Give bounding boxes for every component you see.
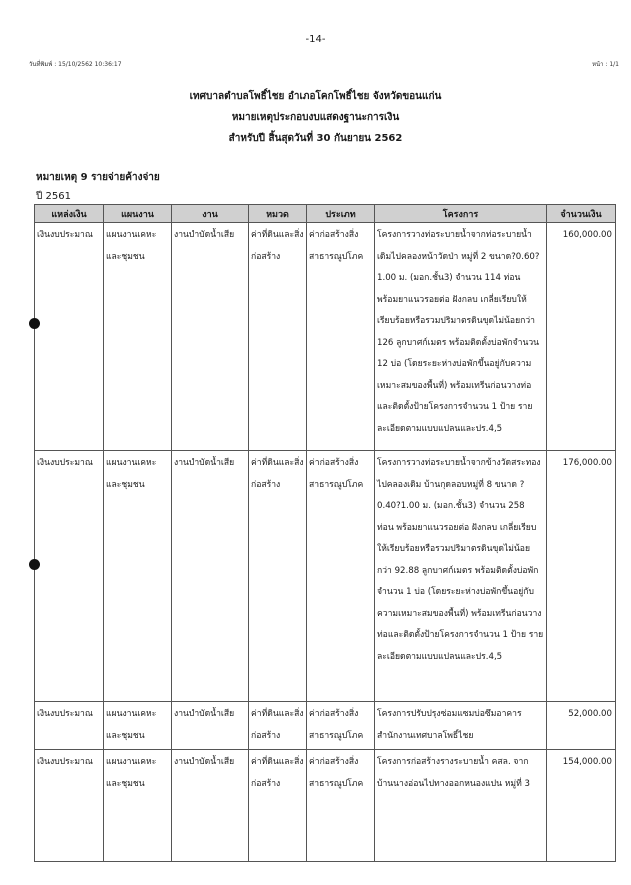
cell-source: เงินงบประมาณ [35,750,104,862]
print-date: วันที่พิมพ์ : 15/10/2562 10:36:17 [29,61,122,68]
cell-plan: แผนงานเคหะและชุมชน [104,702,172,750]
cell-category: ค่าที่ดินและสิ่งก่อสร้าง [249,750,307,862]
cell-work: งานบำบัดน้ำเสีย [172,702,249,750]
col-type: ประเภท [307,205,375,223]
binder-hole-bottom [29,559,40,570]
page-of-label: หน้า : 1/1 [592,61,619,68]
table-row [35,451,616,702]
cell-type: ค่าก่อสร้างสิ่งสาธารณูปโภค [307,702,375,750]
table-header-row [35,205,616,223]
cell-plan: แผนงานเคหะและชุมชน [104,223,172,451]
binder-hole-top [29,318,40,329]
cell-amount: 160,000.00 [547,223,616,451]
cell-project: โครงการวางท่อระบายน้ำจากข้างวัดสระทองไปคลองเดิม บ้านกุดลอบหมู่ที่ 8 ขนาด ? 0.40?1.00 ม. (มอก.ชั้น3) จำนวน 258 ท่อน พร้อมยาแนวรอยต่อ ฝังกลบ เกลี่ยเรียบให้เรียบร้อยหรือรวมปริมาตรดินขุดไม่น้อยกว่า 92.88 ลูกบาศก์เมตร พร้อมติดตั้งบ่อพัก จำนวน 1 บ่อ (โดยระยะห่างบ่อพักขึ้นอยู่กับความเหมาะสมของพื้นที่) พร้อมเทรีนก่อนวางท่อและติดตั้งป้ายโครงการจำนวน 1 ป้าย รายละเอียดตามแบบแปลนและปร.4,5 [375,451,547,702]
document-title: หมายเหตุประกอบงบแสดงฐานะการเงิน [231,112,400,123]
cell-type: ค่าก่อสร้างสิ่งสาธารณูปโภค [307,451,375,702]
period-label: สำหรับปี สิ้นสุดวันที่ 30 กันยายน 2562 [228,133,403,144]
cell-plan: แผนงานเคหะและชุมชน [104,750,172,862]
cell-work: งานบำบัดน้ำเสีย [172,223,249,451]
table-row [35,750,616,862]
col-project: โครงการ [375,205,547,223]
cell-category: ค่าที่ดินและสิ่งก่อสร้าง [249,223,307,451]
cell-category: ค่าที่ดินและสิ่งก่อสร้าง [249,451,307,702]
note-title: หมายเหตุ 9 รายจ่ายค้างจ่าย [36,172,160,183]
table-row [35,223,616,451]
col-source: แหล่งเงิน [35,205,104,223]
cell-work: งานบำบัดน้ำเสีย [172,750,249,862]
col-work: งาน [172,205,249,223]
cell-category: ค่าที่ดินและสิ่งก่อสร้าง [249,702,307,750]
year-label: ปี 2561 [36,191,71,202]
col-category: หมวด [249,205,307,223]
page-number: -14- [305,34,326,45]
cell-work: งานบำบัดน้ำเสีย [172,451,249,702]
document-header [0,86,631,149]
col-amount: จำนวนเงิน [547,205,616,223]
cell-amount: 154,000.00 [547,750,616,862]
org-name: เทศบาลตำบลโพธิ์ไชย อำเภอโคกโพธิ์ไชย จังหวัดขอนแก่น [189,91,442,102]
cell-type: ค่าก่อสร้างสิ่งสาธารณูปโภค [307,223,375,451]
cell-project: โครงการก่อสร้างรางระบายน้ำ คสล. จากบ้านนางอ่อนไปทางออกหนองแปน หมู่ที่ 3 [375,750,547,862]
table-row [35,702,616,750]
cell-project: โครงการวางท่อระบายน้ำจากท่อระบายน้ำเดิมไปคลองหน้าวัดป่า หมู่ที่ 2 ขนาด?0.60?1.00 ม. (มอก.ชั้น3) จำนวน 114 ท่อน พร้อมยาแนวรอยต่อ ฝังกลบ เกลี่ยเรียบให้เรียบร้อยหรือรวมปริมาตรดินขุดไม่น้อยกว่า 126 ลูกบาศก์เมตร พร้อมติดตั้งบ่อพักจำนวน 12 บ่อ (โดยระยะห่างบ่อพักขึ้นอยู่กับความเหมาะสมของพื้นที่) พร้อมเทรีนก่อนวางท่อและติดตั้งป้ายโครงการจำนวน 1 ป้าย รายละเอียดตามแบบแปลนและปร.4,5 [375,223,547,451]
accrued-expenses-table [34,204,616,862]
cell-amount: 176,000.00 [547,451,616,702]
cell-type: ค่าก่อสร้างสิ่งสาธารณูปโภค [307,750,375,862]
cell-source: เงินงบประมาณ [35,223,104,451]
cell-amount: 52,000.00 [547,702,616,750]
col-plan: แผนงาน [104,205,172,223]
cell-source: เงินงบประมาณ [35,451,104,702]
cell-source: เงินงบประมาณ [35,702,104,750]
cell-plan: แผนงานเคหะและชุมชน [104,451,172,702]
cell-project: โครงการปรับปรุงซ่อมแซมบ่อซึมอาคารสำนักงานเทศบาลโพธิ์ไชย [375,702,547,750]
